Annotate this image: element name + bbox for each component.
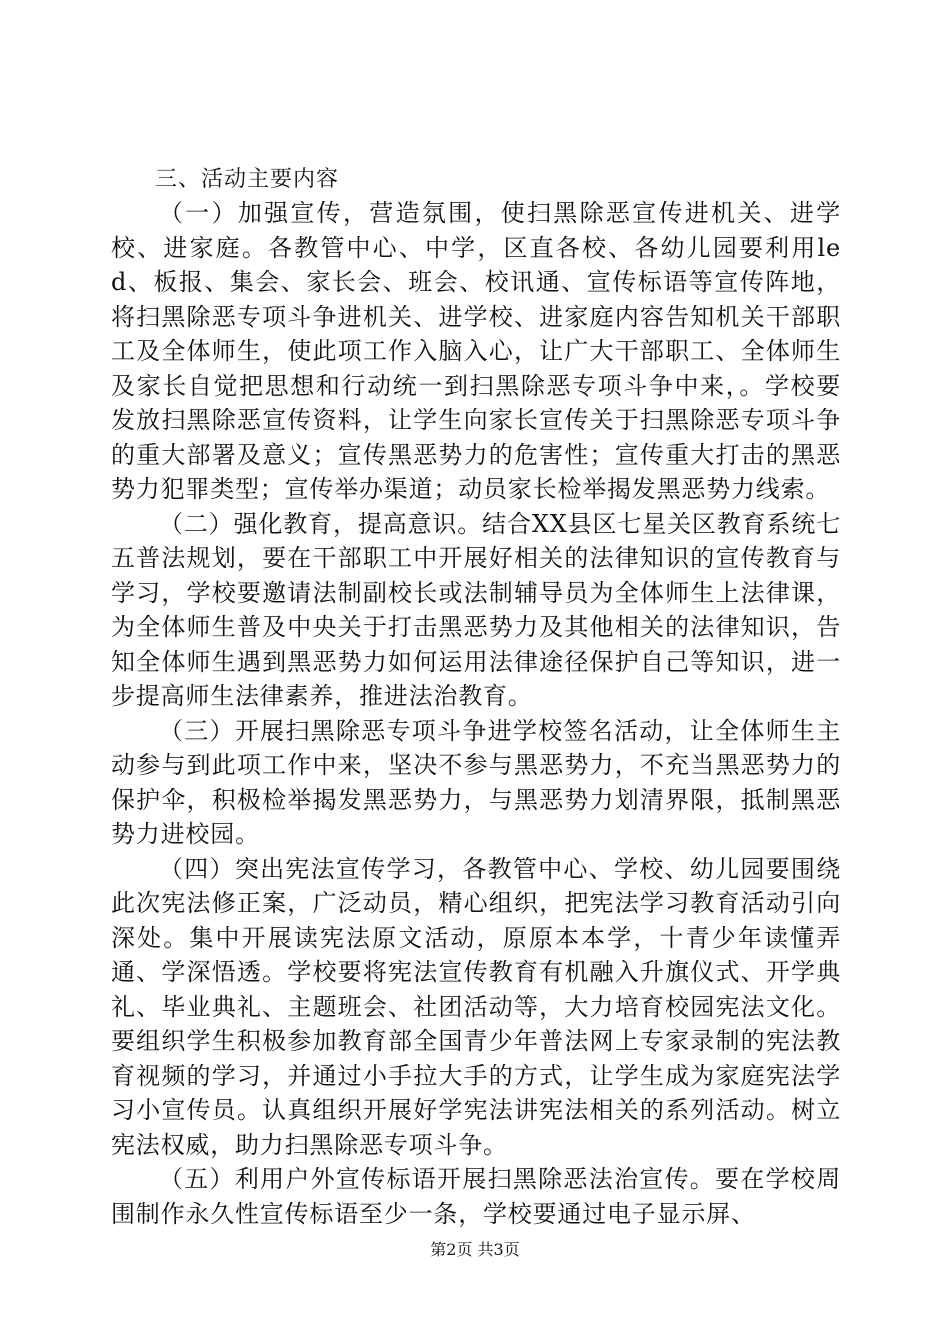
page-number-footer: 第2页 共3页	[430, 1240, 520, 1259]
section-heading: 三、活动主要内容	[155, 167, 340, 192]
paragraph-outdoor-slogans: （五）利用户外宣传标语开展扫黑除恶法治宣传。要在学校周围制作永久性宣传标语至少一条，学校要通过电子显示屏、	[111, 1165, 841, 1228]
paragraph-education: （二）强化教育，提高意识。结合XX县区七星关区教育系统七五普法规划，要在干部职工中开展好相关的法律知识的宣传教育与学习，学校要邀请法制副校长或法制辅导员为全体师生上法律课，为全体师生普及中央关于打击黑恶势力及其他相关的法律知识，告知全体师生遇到黑恶势力如何运用法律途径保护自己等知识，进一步提高师生法律素养，推进法治教育。	[111, 509, 841, 710]
paragraph-constitution-study: （四）突出宪法宣传学习，各教管中心、学校、幼儿园要围绕此次宪法修正案，广泛动员，精心组织，把宪法学习教育活动引向深处。集中开展读宪法原文活动，原原本本学，十青少年读懂弄通、学深悟透。学校要将宪法宣传教育有机融入升旗仪式、开学典礼、毕业典礼、主题班会、社团活动等，大力培育校园宪法文化。要组织学生积极参加教育部全国青少年普法网上专家录制的宪法教育视频的学习，并通过小手拉大手的方式，让学生成为家庭宪法学习小宣传员。认真组织开展好学宪法讲宪法相关的系列活动。树立宪法权威，助力扫黑除恶专项斗争。	[111, 854, 841, 1159]
paragraph-publicity: （一）加强宣传，营造氛围，使扫黑除恶宣传进机关、进学校、进家庭。各教管中心、中学，区直各校、各幼儿园要利用led、板报、集会、家长会、班会、校讯通、宣传标语等宣传阵地，将扫黑除恶专项斗争进机关、进学校、进家庭内容告知机关干部职工及全体师生，使此项工作入脑入心，让广大干部职工、全体师生及家长自觉把思想和行动统一到扫黑除恶专项斗争中来，。学校要发放扫黑除恶宣传资料，让学生向家长宣传关于扫黑除恶专项斗争的重大部署及意义；宣传黑恶势力的危害性；宣传重大打击的黑恶势力犯罪类型；宣传举办渠道；动员家长检举揭发黑恶势力线索。	[111, 199, 841, 503]
document-body	[111, 163, 841, 1231]
paragraph-signature-activity: （三）开展扫黑除恶专项斗争进学校签名活动，让全体师生主动参与到此项工作中来，坚决不参与黑恶势力，不充当黑恶势力的保护伞，积极检举揭发黑恶势力，与黑恶势力划清界限，抵制黑恶势力进校园。	[111, 716, 841, 848]
